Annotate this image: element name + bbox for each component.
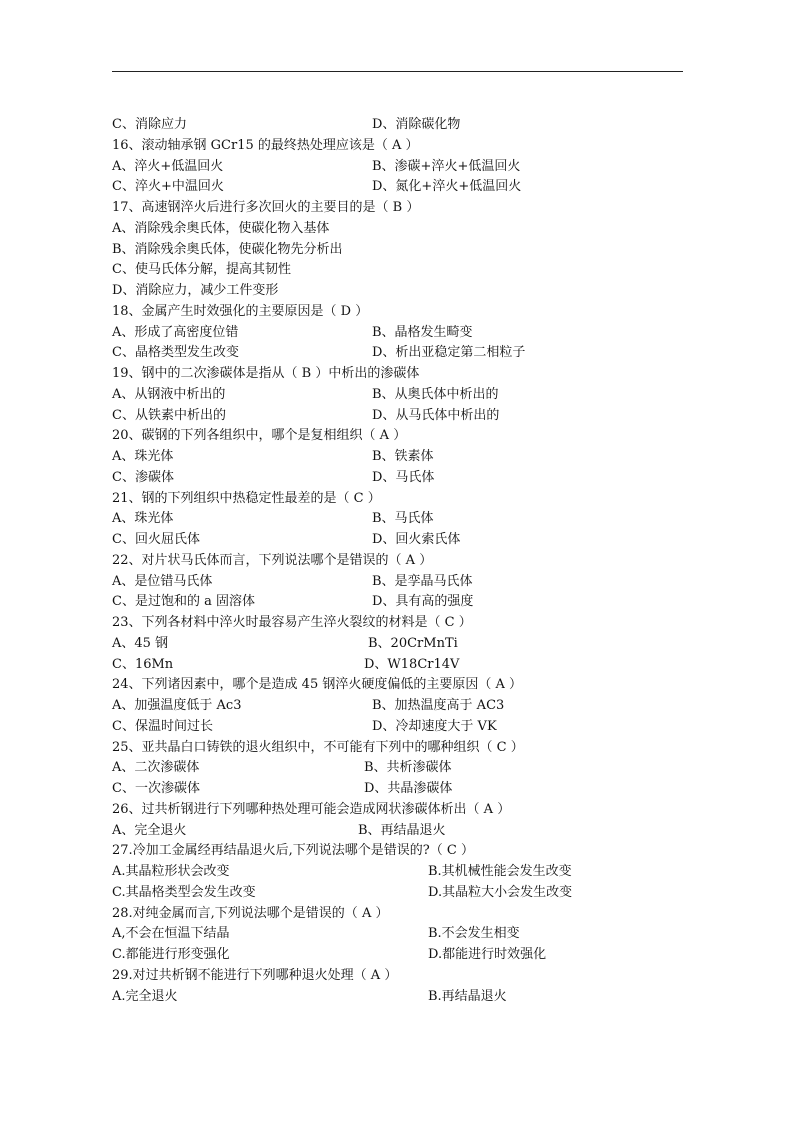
line-text: C、使马氏体分解，提高其韧性	[112, 262, 291, 278]
option-right: D、马氏体	[372, 469, 435, 485]
text-line	[112, 675, 692, 696]
option-left: A、加强温度低于 Ac3	[112, 698, 242, 713]
option-row	[112, 447, 692, 468]
option-left: C、消除应力	[112, 117, 187, 132]
text-line	[112, 426, 692, 447]
line-text: 16、滚动轴承钢 GCr15 的最终热处理应该是（ A ）	[112, 137, 419, 153]
option-left: A、珠光体	[112, 511, 174, 527]
text-line	[112, 800, 692, 821]
option-left: A,不会在恒温下结晶	[112, 926, 230, 942]
line-text: 24、下列诸因素中，哪个是造成 45 钢淬火硬度偏低的主要原因（ A ）	[112, 677, 523, 693]
text-line	[112, 240, 692, 261]
option-left: A、是位错马氏体	[112, 573, 213, 589]
option-left: C.都能进行形变强化	[112, 947, 230, 962]
option-row	[112, 696, 692, 717]
option-row	[112, 717, 692, 738]
text-line	[112, 489, 692, 510]
option-row	[112, 758, 692, 779]
line-text: 29.对过共析钢不能进行下列哪种退火处理（ A ）	[112, 967, 398, 983]
option-row	[112, 509, 692, 530]
text-line	[112, 260, 692, 281]
text-line	[112, 136, 692, 157]
text-line	[112, 302, 692, 323]
option-right: B、晶格发生畸变	[372, 324, 473, 340]
text-line	[112, 613, 692, 634]
option-right: B、20CrMnTi	[368, 635, 458, 651]
option-right: D、具有高的强度	[372, 594, 474, 610]
option-right: B、加热温度高于 AC3	[372, 698, 505, 713]
option-right: D、消除碳化物	[372, 117, 461, 132]
option-left: C、一次渗碳体	[112, 781, 200, 796]
option-row	[112, 530, 692, 551]
option-left: A、二次渗碳体	[112, 760, 200, 776]
option-right: D、氮化+淬火+低温回火	[372, 179, 522, 195]
option-right: B、再结晶退火	[358, 822, 446, 838]
line-text: 28.对纯金属而言,下列说法哪个是错误的（ A ）	[112, 905, 389, 921]
option-right: D.都能进行时效强化	[428, 947, 547, 962]
option-right: B.其机械性能会发生改变	[428, 864, 572, 879]
option-row	[112, 592, 692, 613]
option-left: C、保温时间过长	[112, 718, 213, 734]
line-text: A、消除残余奥氏体，使碳化物入基体	[112, 220, 330, 236]
text-line	[112, 841, 692, 862]
header-rule	[112, 71, 683, 72]
text-line	[112, 281, 692, 302]
option-row	[112, 655, 692, 676]
option-right: B、从奥氏体中析出的	[372, 386, 499, 402]
option-left: A、珠光体	[112, 449, 174, 464]
option-row	[112, 468, 692, 489]
option-right: D、析出亚稳定第二相粒子	[372, 345, 526, 361]
option-right: D、回火索氏体	[372, 532, 461, 547]
option-right: D、W18Cr14V	[364, 656, 460, 672]
option-row	[112, 987, 692, 1008]
option-row	[112, 862, 692, 883]
line-text: 22、对片状马氏体而言，下列说法哪个是错误的（ A ）	[112, 552, 433, 568]
option-left: C.其晶格类型会发生改变	[112, 884, 256, 900]
line-text: 20、碳钢的下列各组织中，哪个是复相组织（ A ）	[112, 428, 407, 444]
option-left: A.完全退火	[112, 988, 178, 1004]
text-line	[112, 219, 692, 240]
option-row	[112, 385, 692, 406]
option-right: B.再结晶退火	[428, 988, 507, 1004]
option-left: C、渗碳体	[112, 469, 174, 485]
option-right: B、马氏体	[372, 511, 434, 527]
option-left: A、45 钢	[112, 635, 169, 651]
option-left: A、形成了高密度位错	[112, 324, 239, 340]
option-left: A、从钢液中析出的	[112, 386, 226, 402]
line-text: 17、高速钢淬火后进行多次回火的主要目的是（ B ）	[112, 200, 420, 215]
option-row	[112, 343, 692, 364]
option-left: A.其晶粒形状会改变	[112, 864, 230, 879]
option-row	[112, 572, 692, 593]
question-list	[112, 115, 692, 1007]
option-row	[112, 924, 692, 945]
option-left: A、完全退火	[112, 822, 187, 838]
option-row	[112, 821, 692, 842]
option-row	[112, 323, 692, 344]
option-right: B、是孪晶马氏体	[372, 573, 473, 589]
option-right: B.不会发生相变	[428, 926, 520, 942]
line-text: D、消除应力，减少工件变形	[112, 283, 279, 298]
line-text: 21、钢的下列组织中热稳定性最差的是（ C ）	[112, 490, 381, 506]
line-text: 25、亚共晶白口铸铁的退火组织中，不可能有下列中的哪种组织（ C ）	[112, 739, 524, 755]
option-row	[112, 945, 692, 966]
option-left: C、从铁素中析出的	[112, 407, 226, 423]
text-line	[112, 966, 692, 987]
line-text: 23、下列各材料中淬火时最容易产生淬火裂纹的材料是（ C ）	[112, 615, 472, 630]
line-text: 19、钢中的二次渗碳体是指从（ B ）中析出的渗碳体	[112, 366, 420, 381]
option-left: C、淬火+中温回火	[112, 179, 224, 195]
line-text: 18、金属产生时效强化的主要原因是（ D ）	[112, 303, 369, 319]
option-row	[112, 177, 692, 198]
text-line	[112, 904, 692, 925]
option-right: B、共析渗碳体	[364, 760, 452, 776]
line-text: 27.冷加工金属经再结晶退火后,下列说法哪个是错误的?（ C ）	[112, 843, 474, 859]
text-line	[112, 738, 692, 759]
option-left: C、晶格类型发生改变	[112, 345, 239, 361]
option-right: D、共晶渗碳体	[364, 781, 453, 796]
line-text: B、消除残余奥氏体，使碳化物先分析出	[112, 241, 343, 257]
option-row	[112, 406, 692, 427]
option-left: C、回火屈氏体	[112, 532, 200, 547]
option-right: D、冷却速度大于 VK	[372, 718, 497, 734]
option-row	[112, 634, 692, 655]
option-right: B、铁素体	[372, 449, 434, 464]
option-left: A、淬火+低温回火	[112, 158, 224, 174]
text-line	[112, 198, 692, 219]
option-right: D、从马氏体中析出的	[372, 407, 500, 423]
option-row	[112, 883, 692, 904]
option-left: C、16Mn	[112, 656, 174, 672]
option-row	[112, 779, 692, 800]
text-line	[112, 551, 692, 572]
option-right: D.其晶粒大小会发生改变	[428, 884, 573, 900]
option-left: C、是过饱和的 a 固溶体	[112, 594, 255, 610]
option-right: B、渗碳+淬火+低温回火	[372, 158, 521, 174]
line-text: 26、过共析钢进行下列哪种热处理可能会造成网状渗碳体析出（ A ）	[112, 801, 511, 817]
option-row	[112, 157, 692, 178]
option-row	[112, 115, 692, 136]
text-line	[112, 364, 692, 385]
